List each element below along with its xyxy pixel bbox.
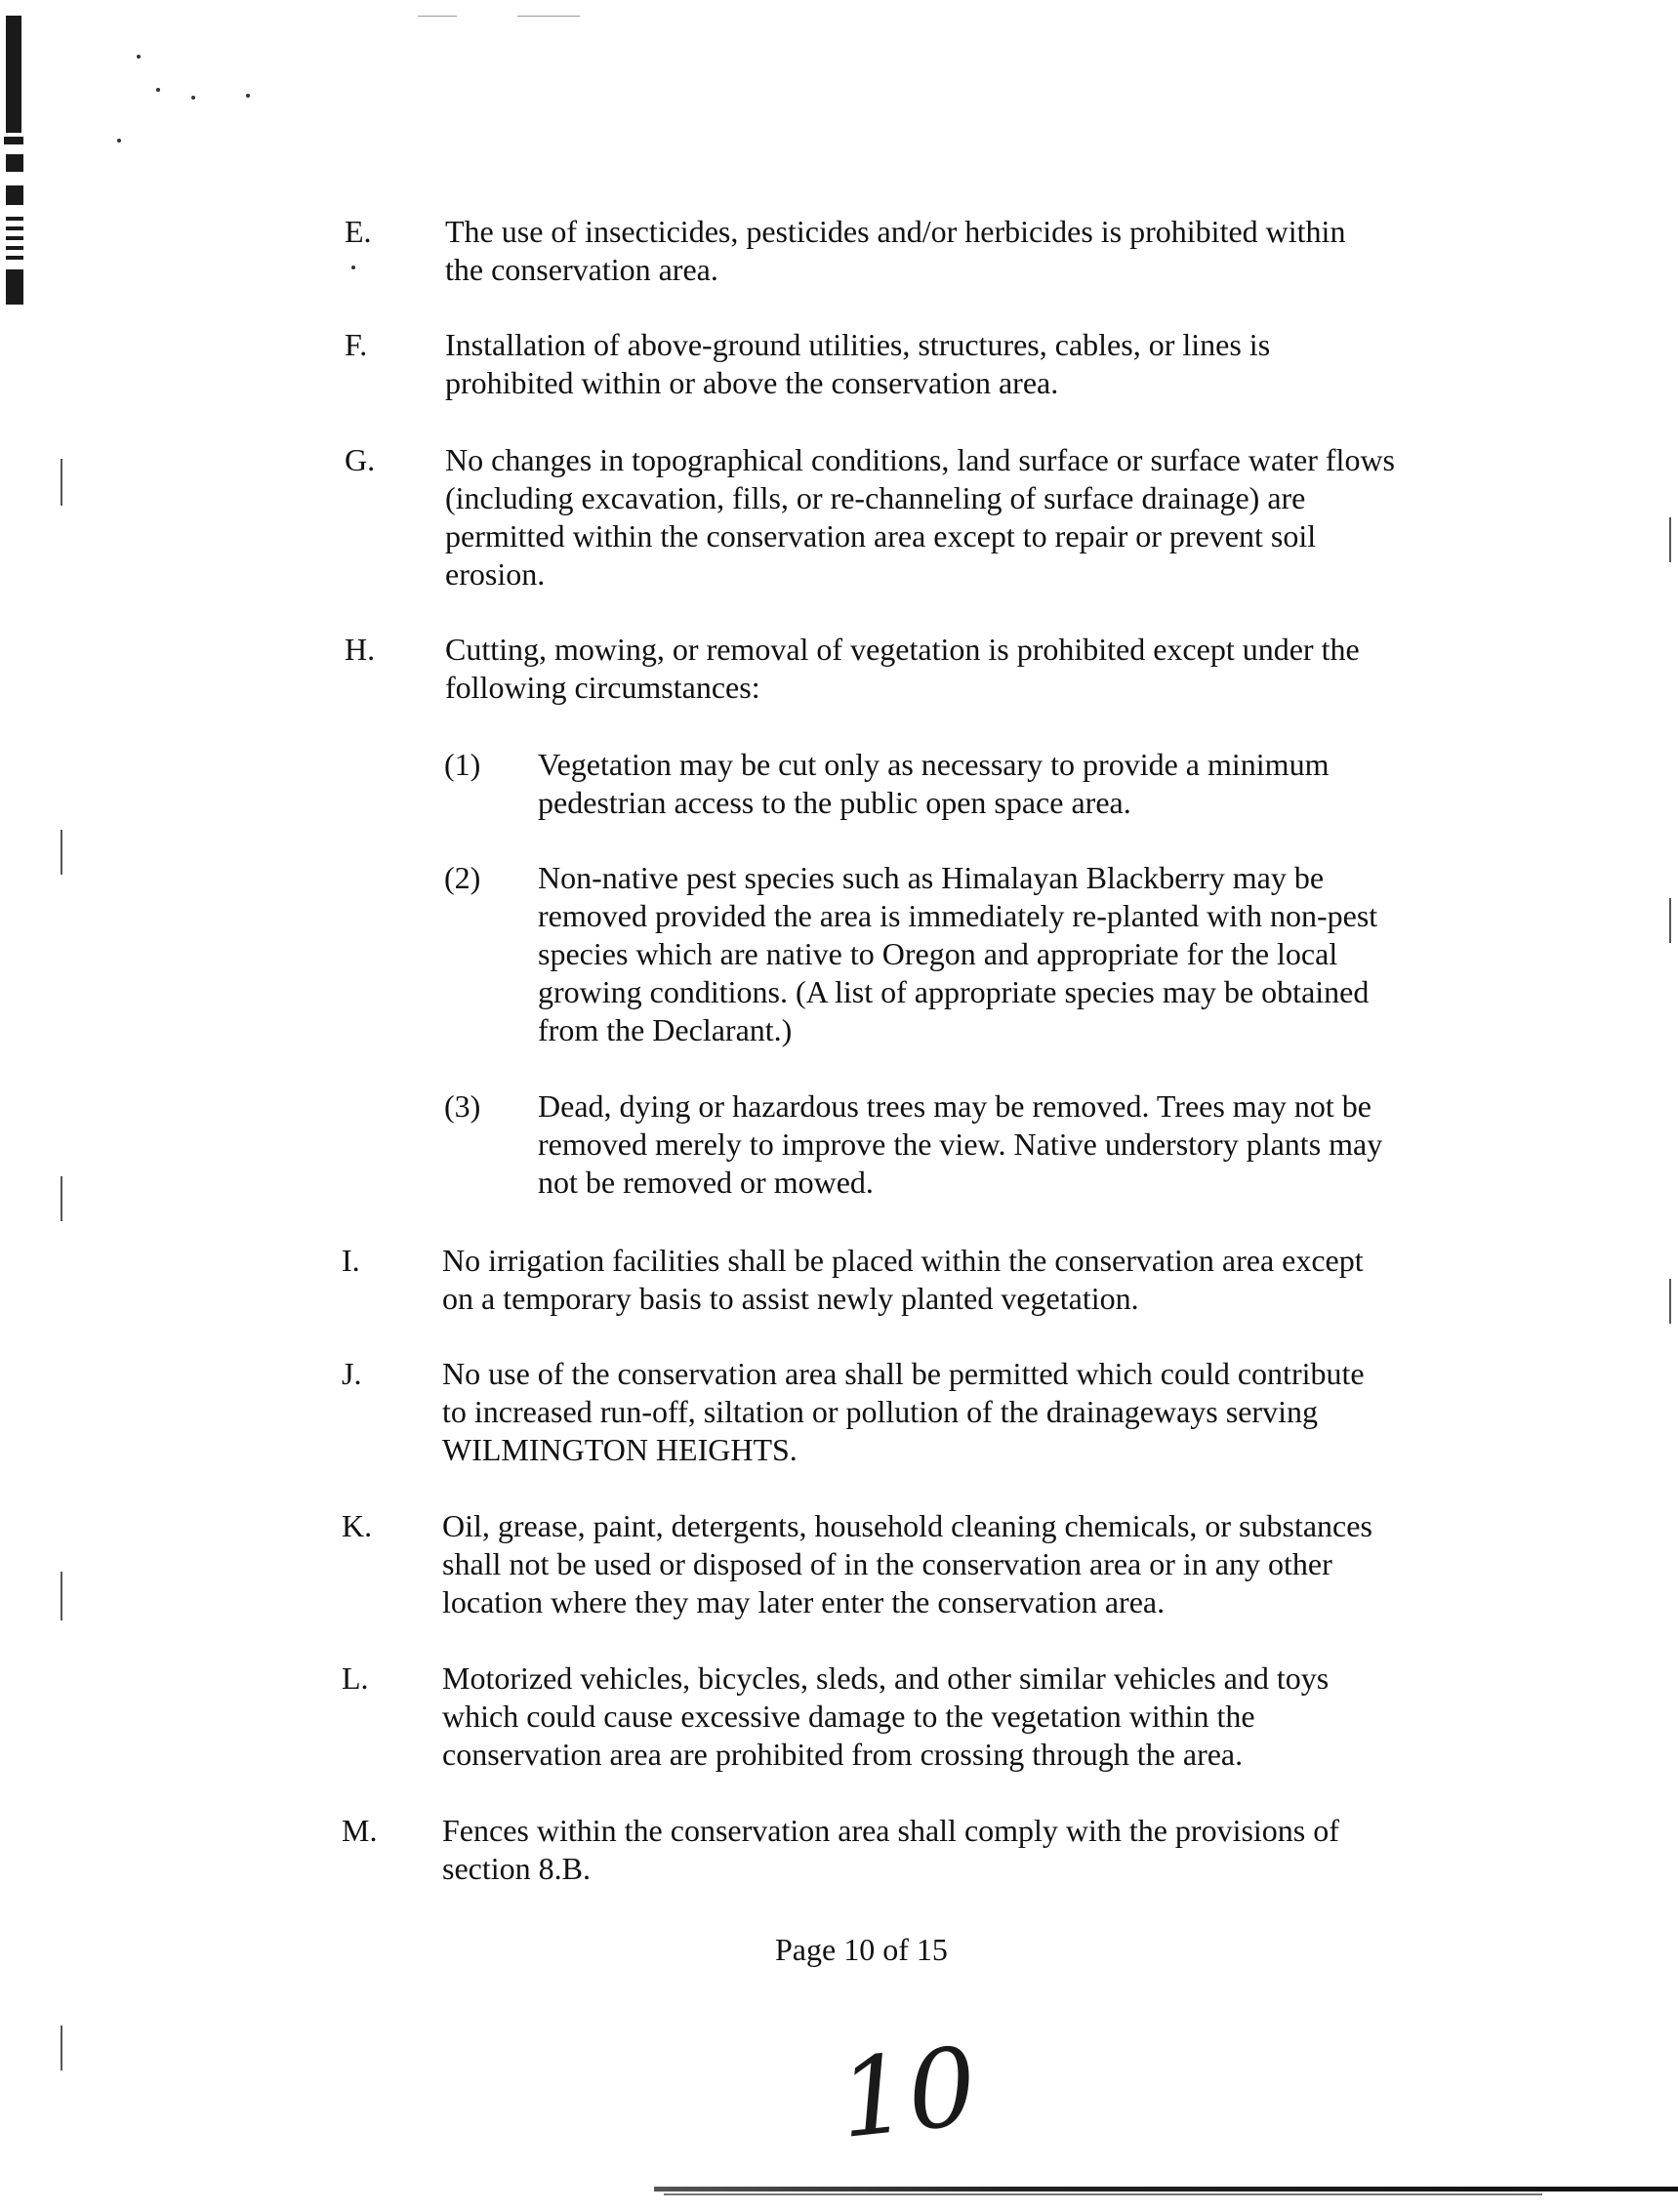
item-letter: I.	[342, 1243, 360, 1278]
scan-edge-line	[61, 1176, 62, 1221]
text-line: permitted within the conservation area except to repair or prevent soil	[445, 518, 1317, 553]
item-text	[445, 326, 1519, 402]
text-line: pedestrian access to the public open space area.	[538, 785, 1131, 820]
subitem-number: (2)	[444, 860, 481, 895]
text-line: Installation of above-ground utilities, structures, cables, or lines is	[445, 327, 1271, 362]
text-line: No use of the conservation area shall be permitted which could contribute	[442, 1356, 1365, 1391]
scan-edge-line	[1669, 517, 1671, 562]
text-line: the conservation area.	[445, 252, 718, 287]
text-line: The use of insecticides, pesticides and/or herbicides is prohibited within	[445, 214, 1346, 249]
text-line: Motorized vehicles, bicycles, sleds, and other similar vehicles and toys	[442, 1660, 1330, 1696]
scan-mark	[6, 236, 23, 240]
text-line: shall not be used or disposed of in the conservation area or in any other	[442, 1546, 1332, 1581]
text-line: WILMINGTON HEIGHTS.	[442, 1432, 798, 1467]
text-line: Dead, dying or hazardous trees may be removed. Trees may not be	[538, 1088, 1371, 1124]
scan-mark	[6, 256, 23, 260]
item-text	[445, 213, 1519, 289]
item-letter: M.	[342, 1813, 378, 1848]
scan-mark	[6, 269, 23, 305]
scan-edge-line	[61, 1572, 62, 1620]
text-line: No irrigation facilities shall be placed within the conservation area except	[442, 1243, 1364, 1278]
item-letter: K.	[342, 1508, 373, 1543]
item-letter: H.	[345, 632, 376, 667]
scan-speck	[137, 55, 141, 59]
subitem-number: (3)	[444, 1088, 481, 1124]
scan-line	[418, 16, 457, 17]
text-line: Oil, grease, paint, detergents, household cleaning chemicals, or substances	[442, 1508, 1372, 1543]
item-letter: J.	[342, 1356, 362, 1391]
text-line: Non-native pest species such as Himalayan Blackberry may be	[538, 860, 1325, 895]
handwritten-page-number: 10	[833, 2024, 983, 2162]
scan-mark	[6, 185, 23, 205]
scan-bottom-rule	[664, 2193, 1542, 2195]
scan-edge-line	[61, 459, 62, 506]
item-text	[442, 1242, 1535, 1318]
text-line: to increased run-off, siltation or pollution of the drainageways serving	[442, 1394, 1318, 1429]
scan-mark	[4, 137, 23, 144]
text-line: location where they may later enter the conservation area.	[442, 1584, 1166, 1619]
text-line: Cutting, mowing, or removal of vegetation is prohibited except under the	[445, 632, 1360, 667]
subitem-number: (1)	[444, 747, 481, 782]
item-text	[442, 1507, 1535, 1621]
scan-speck	[156, 88, 160, 92]
scan-mark	[6, 246, 23, 250]
scan-speck	[351, 266, 355, 269]
text-line: which could cause excessive damage to the vegetation within the	[442, 1699, 1255, 1734]
text-line: removed merely to improve the view. Native understory plants may	[538, 1126, 1383, 1162]
text-line: erosion.	[445, 556, 546, 592]
text-line: Vegetation may be cut only as necessary to provide a minimum	[538, 747, 1330, 782]
item-text	[445, 631, 1519, 707]
item-text	[442, 1659, 1535, 1774]
scan-edge-line	[61, 2026, 62, 2070]
scan-mark	[6, 154, 23, 172]
subitem-text	[538, 1087, 1514, 1202]
text-line: following circumstances:	[445, 670, 760, 705]
item-letter: L.	[342, 1660, 369, 1696]
text-line: No changes in topographical conditions, land surface or surface water flows	[445, 442, 1395, 477]
subitem-text	[538, 746, 1514, 822]
scan-speck	[191, 96, 195, 100]
item-text	[442, 1812, 1535, 1888]
scan-edge-line	[1669, 898, 1671, 943]
item-text	[442, 1355, 1535, 1469]
item-text	[445, 441, 1568, 594]
subitem-text	[538, 859, 1514, 1049]
text-line: species which are native to Oregon and appropriate for the local	[538, 936, 1338, 971]
text-line: growing conditions. (A list of appropriate species may be obtained	[538, 974, 1370, 1009]
scan-edge-line	[1669, 1279, 1671, 1324]
text-line: Fences within the conservation area shall comply with the provisions of	[442, 1813, 1339, 1848]
text-line: (including excavation, fills, or re-channeling of surface drainage) are	[445, 480, 1306, 515]
text-line: conservation area are prohibited from crossing through the area.	[442, 1737, 1244, 1772]
scan-bottom-rule	[654, 2187, 1678, 2192]
text-line: from the Declarant.)	[538, 1012, 793, 1047]
scan-mark	[6, 217, 23, 221]
scan-line	[517, 16, 580, 17]
text-line: removed provided the area is immediately re-planted with non-pest	[538, 898, 1378, 933]
scan-speck	[117, 139, 121, 143]
scan-speck	[246, 94, 250, 98]
scan-edge-line	[61, 830, 62, 875]
text-line: not be removed or mowed.	[538, 1165, 874, 1200]
item-letter: G.	[345, 442, 376, 477]
item-letter: F.	[345, 327, 368, 362]
scan-mark	[6, 16, 21, 133]
text-line: section 8.B.	[442, 1851, 591, 1886]
item-letter: E.	[345, 214, 372, 249]
text-line: on a temporary basis to assist newly planted vegetation.	[442, 1281, 1139, 1316]
text-line: prohibited within or above the conservation area.	[445, 365, 1059, 400]
scan-mark	[6, 226, 23, 230]
page-number-footer: Page 10 of 15	[775, 1932, 948, 1967]
